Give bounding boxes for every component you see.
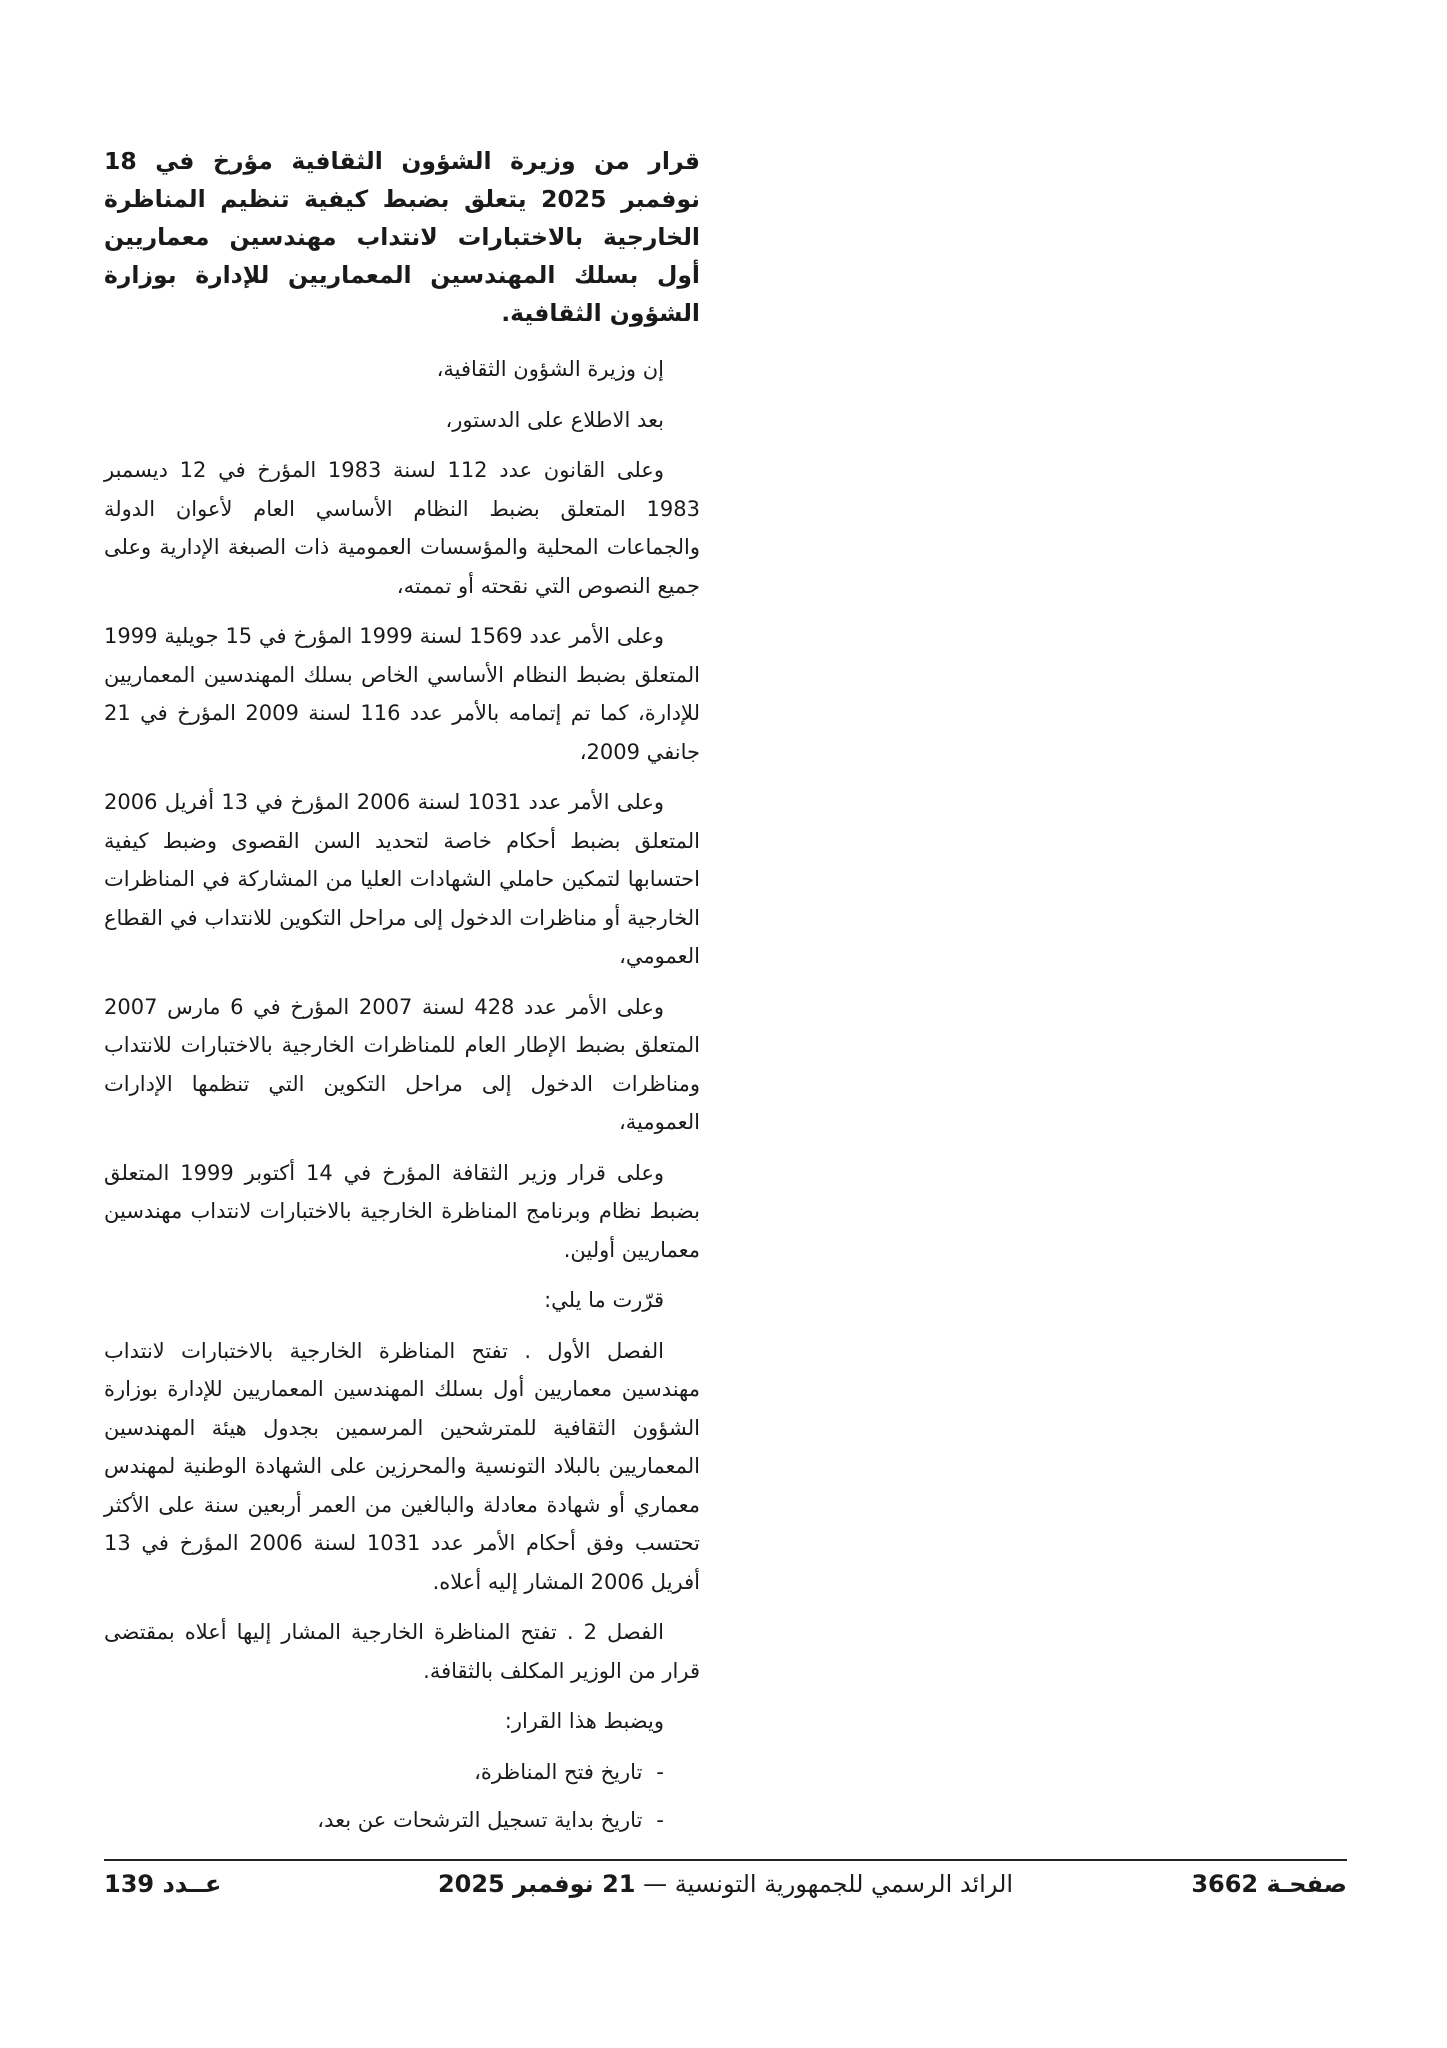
decree-title: قرار من وزيرة الشؤون الثقافية مؤرخ في 18 نوفمبر 2025 يتعلق بضبط كيفية تنظيم المناظرة الخارجية بالاختبارات لانتداب مهندسين معماريين أول بسلك المهندسين المعماريين للإدارة بوزارة الشؤون الثقافية.: [104, 147, 701, 327]
paragraph-decided: قرّرت ما يلي:: [544, 1288, 664, 1312]
list-dash: -: [656, 1759, 664, 1784]
paragraph-order-1031: وعلى الأمر عدد 1031 لسنة 2006 المؤرخ في 13 أفريل 2006 المتعلق بضبط أحكام خاصة لتحديد السن القصوى وضبط كيفية احتسابها لتمكين حاملي الشهادات العليا من المشاركة في المناظرات الخارجية أو مناظرات الدخول إلى مراحل التكوين للانتداب في القطاع العمومي،: [104, 790, 700, 968]
list-item-text: تاريخ بداية تسجيل الترشحات عن بعد،: [317, 1808, 643, 1832]
journal-title: الرائد الرسمي للجمهورية التونسية —: [643, 1870, 1014, 1898]
paragraph-article-2: الفصل 2 . تفتح المناظرة الخارجية المشار إليها أعلاه بمقتضى قرار من الوزير المكلف بالثقافة.: [104, 1620, 700, 1683]
issue-number: عــدد 139: [104, 1870, 222, 1898]
paragraph-order-1569: وعلى الأمر عدد 1569 لسنة 1999 المؤرخ في 15 جويلية 1999 المتعلق بضبط النظام الأساسي الخاص بسلك المهندسين المعماريين للإدارة، كما تم إتمامه بالأمر عدد 116 لسنة 2009 المؤرخ في 21 جانفي 2009،: [104, 624, 700, 764]
list-item: [104, 1801, 700, 1840]
journal-header: [438, 1870, 1013, 1898]
paragraph-decision-sets: ويضبط هذا القرار:: [504, 1709, 664, 1733]
paragraph-preamble: إن وزيرة الشؤون الثقافية،: [436, 357, 664, 381]
paragraph-minister-decision-1999: وعلى قرار وزير الثقافة المؤرخ في 14 أكتوبر 1999 المتعلق بضبط نظام وبرنامج المناظرة الخارجية بالاختبارات لانتداب مهندسين معماريين أولين.: [104, 1160, 700, 1262]
paragraph-article-1: الفصل الأول . تفتح المناظرة الخارجية بالاختبارات لانتداب مهندسين معماريين أول بسلك المهندسين المعماريين للإدارة بوزارة الشؤون الثقافية للمترشحين المرسمين بجدول هيئة المهندسين المعماريين بالبلاد التونسية والمحرزين على الشهادة الوطنية لمهندس معماري أو شهادة معادلة والبالغين من العمر أربعين سنة على الأكثر تحتسب وفق أحكام الأمر عدد 1031 لسنة 2006 المؤرخ في 13 أفريل 2006 المشار إليه أعلاه.: [104, 1338, 700, 1594]
list-item-text: تاريخ فتح المناظرة،: [474, 1759, 643, 1784]
list-dash: -: [656, 1808, 664, 1832]
page-footer: [104, 1870, 1347, 1910]
journal-date: 21 نوفمبر 2025: [437, 1870, 636, 1898]
paragraph-constitution: بعد الاطلاع على الدستور،: [445, 407, 664, 432]
decree-column: [104, 142, 700, 1850]
footer-divider: [104, 1859, 1347, 1861]
list-item: [104, 1753, 700, 1792]
paragraph-law-112: وعلى القانون عدد 112 لسنة 1983 المؤرخ في 12 ديسمبر 1983 المتعلق بضبط النظام الأساسي العام لأعوان الدولة والجماعات المحلية والمؤسسات العمومية ذات الصبغة الإدارية وعلى جميع النصوص التي نقحته أو تممته،: [104, 458, 700, 598]
page-number: صفحـة 3662: [1191, 1870, 1347, 1898]
paragraph-order-428: وعلى الأمر عدد 428 لسنة 2007 المؤرخ في 6 مارس 2007 المتعلق بضبط الإطار العام للمناظرات الخارجية بالاختبارات للانتداب ومناظرات الدخول إلى مراحل التكوين التي تنظمها الإدارات العمومية،: [104, 994, 700, 1134]
